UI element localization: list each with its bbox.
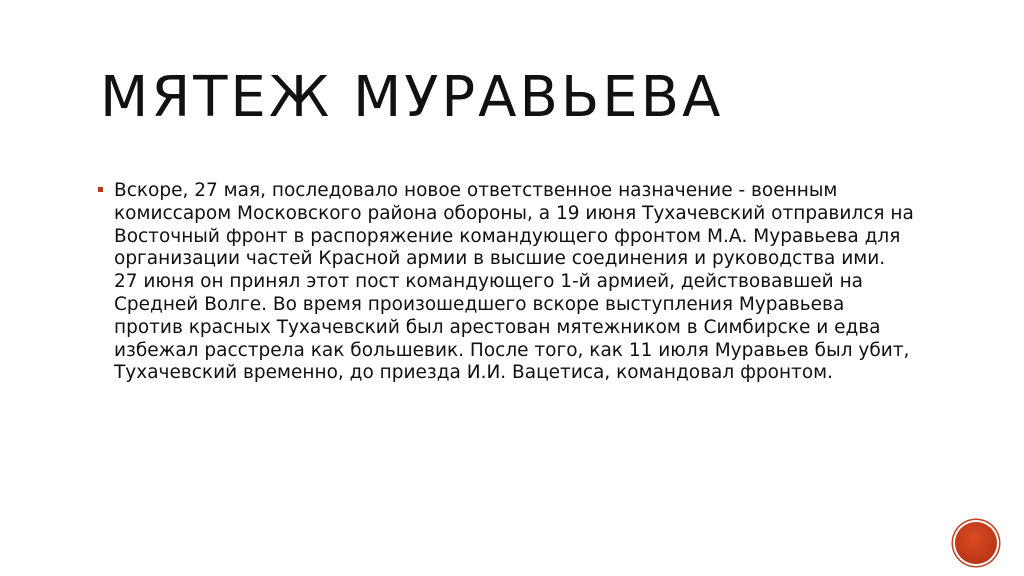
bullet-text: Вскоре, 27 мая, последовало новое ответственное назначение - военным комиссаром Московского района обороны, а 19 июня Тухачевский отправился на Восточный фронт в распоряжение командующего фронтом М.А. Муравьева для организации частей Красной армии в высшие соединения и руководства ими. 27 июня он принял этот пост командующего 1-й армией, действовавшей на Средней Волге. Во время произошедшего вскоре выступления Муравьева против красных Тухачевский был арестован мятежником в Симбирске и едва избежал расстрела как большевик. После того, как 11 июля Муравьев был убит, Тухачевский временно, до приезда И.И. Вацетиса, командовал фронтом. <box>114 180 914 384</box>
square-bullet-icon <box>98 187 103 192</box>
slide-title: МЯТЕЖ МУРАВЬЕВА <box>100 65 724 130</box>
bullet-list <box>98 180 914 385</box>
slide-number-badge-icon <box>955 522 997 564</box>
